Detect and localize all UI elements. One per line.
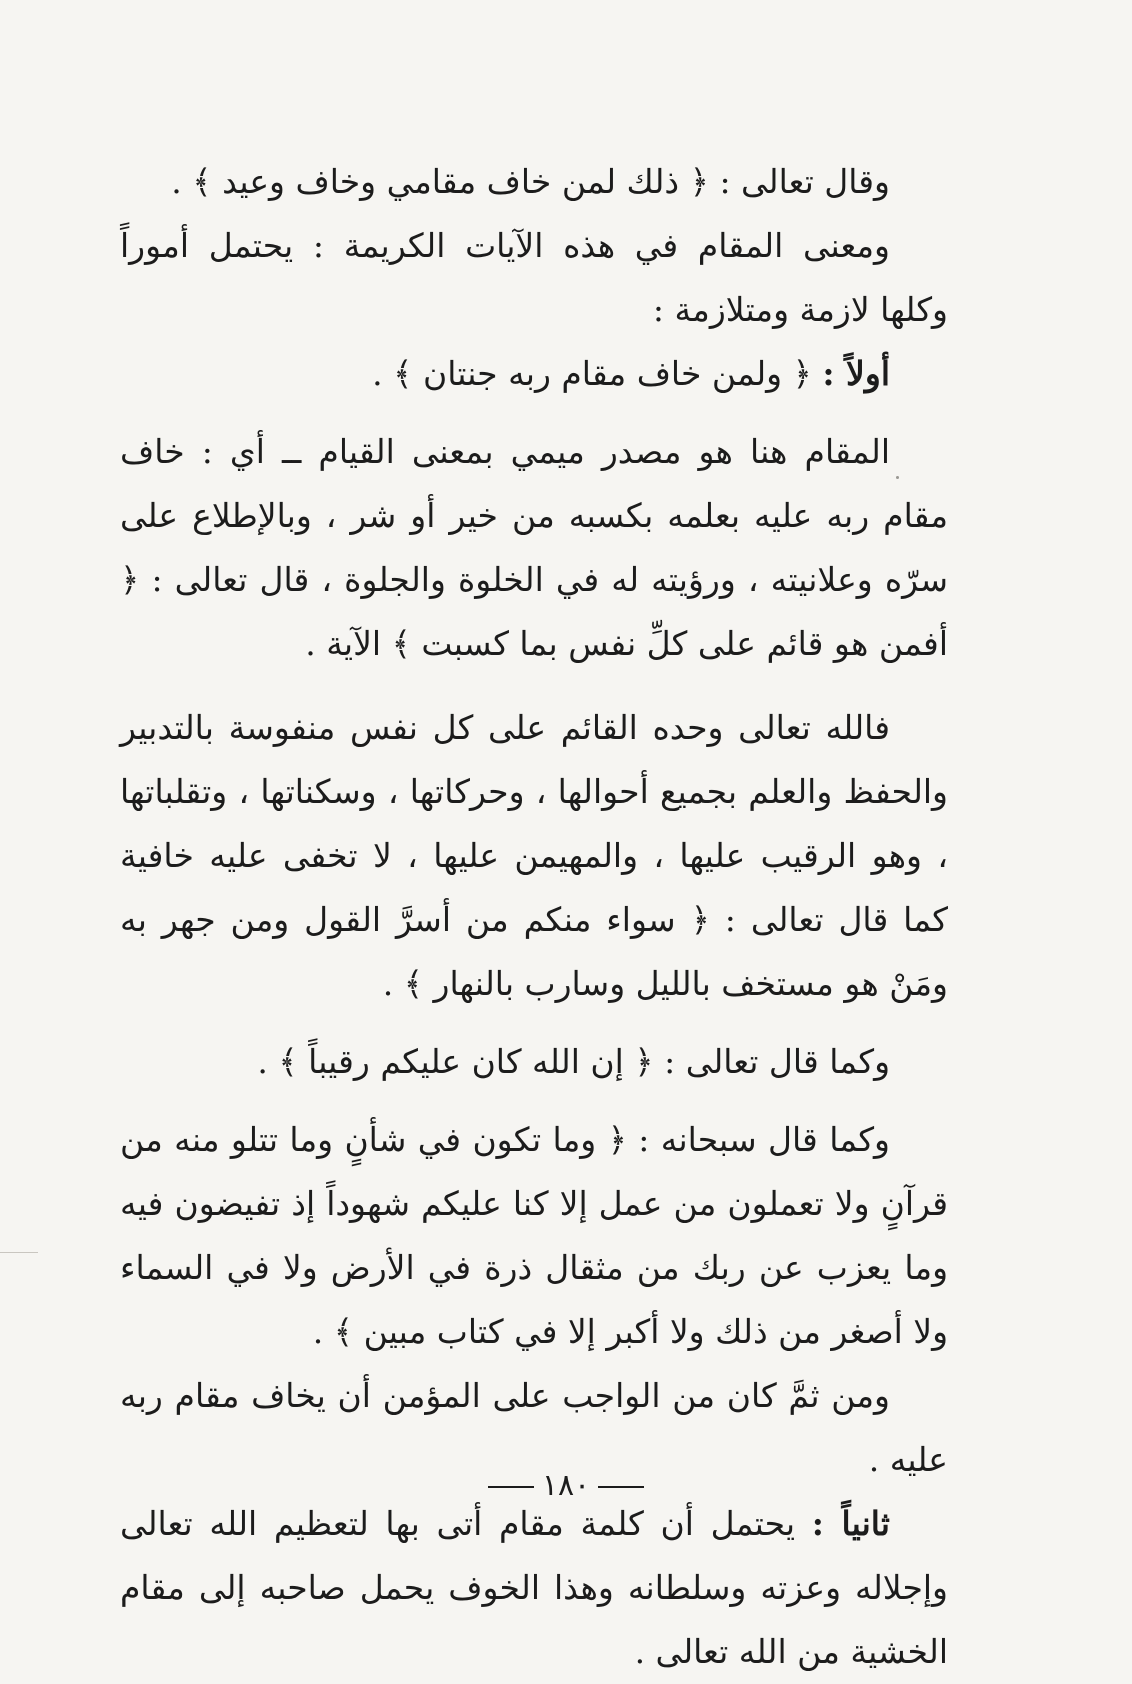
page-number <box>0 1468 1132 1503</box>
paragraph-6 <box>120 1030 948 1094</box>
page-number-dash <box>598 1486 644 1488</box>
paragraph-7 <box>120 1108 948 1364</box>
paragraph-4 <box>120 420 948 676</box>
paragraph-text: وقال تعالى : ﴿ ذلك لمن خاف مقامي وخاف وعيد ﴾ . <box>171 162 890 201</box>
paragraph-text: يحتمل أن كلمة مقام أتى بها لتعظيم الله تعالى وإجلاله وعزته وسلطانه وهذا الخوف يحمل صاحبه إلى مقام الخشية من الله تعالى . <box>120 1504 948 1671</box>
paragraph-text: فالله تعالى وحده القائم على كل نفس منفوسة بالتدبير والحفظ والعلم بجميع أحوالها ، وحركاتها ، وسكناتها ، وتقلباتها ، وهو الرقيب عليها ، والمهيمن عليها ، لا تخفى عليه خافية كما قال تعالى : ﴿ سواء منكم من أسرَّ القول ومن جهر به ومَنْ هو مستخف بالليل وسارب بالنهار ﴾ . <box>120 708 948 1003</box>
paragraph-3 <box>120 342 948 406</box>
page-number-dash <box>488 1486 534 1488</box>
paragraph-text: المقام هنا هو مصدر ميمي بمعنى القيام ــ أي : خاف مقام ربه عليه بعلمه بكسبه من خير أو شر ، وبالإطلاع على سرّه وعلانيته ، ورؤيته له في الخلوة والجلوة ، قال تعالى : ﴿ أفمن هو قائم على كلِّ نفس بما كسبت ﴾ الآية . <box>120 432 948 663</box>
paragraph-text: ﴿ ولمن خاف مقام ربه جنتان ﴾ . <box>372 354 823 393</box>
body-text <box>120 150 948 1684</box>
paragraph-5 <box>120 696 948 1016</box>
paragraph-9 <box>120 1492 948 1684</box>
paragraph-text: وكما قال سبحانه : ﴿ وما تكون في شأنٍ وما تتلو منه من قرآنٍ ولا تعملون من عمل إلا كنا عليكم شهوداً إذ تفيضون فيه وما يعزب عن ربك من مثقال ذرة في الأرض ولا في السماء ولا أصغر من ذلك ولا أكبر إلا في كتاب مبين ﴾ . <box>120 1120 948 1351</box>
paragraph-lead: ثانياً : <box>811 1504 890 1543</box>
paragraph-text: ومن ثمَّ كان من الواجب على المؤمن أن يخاف مقام ربه عليه . <box>120 1376 948 1479</box>
paragraph-text: وكما قال تعالى : ﴿ إن الله كان عليكم رقيباً ﴾ . <box>257 1042 890 1081</box>
paragraph-lead: أولاً : <box>822 354 890 393</box>
paragraph-1 <box>120 150 948 214</box>
paragraph-2 <box>120 214 948 342</box>
paragraph-text: ومعنى المقام في هذه الآيات الكريمة : يحتمل أموراً وكلها لازمة ومتلازمة : <box>120 226 948 329</box>
page-number-value: ١٨٠ <box>541 1468 591 1503</box>
scan-edge-line <box>0 1252 38 1253</box>
